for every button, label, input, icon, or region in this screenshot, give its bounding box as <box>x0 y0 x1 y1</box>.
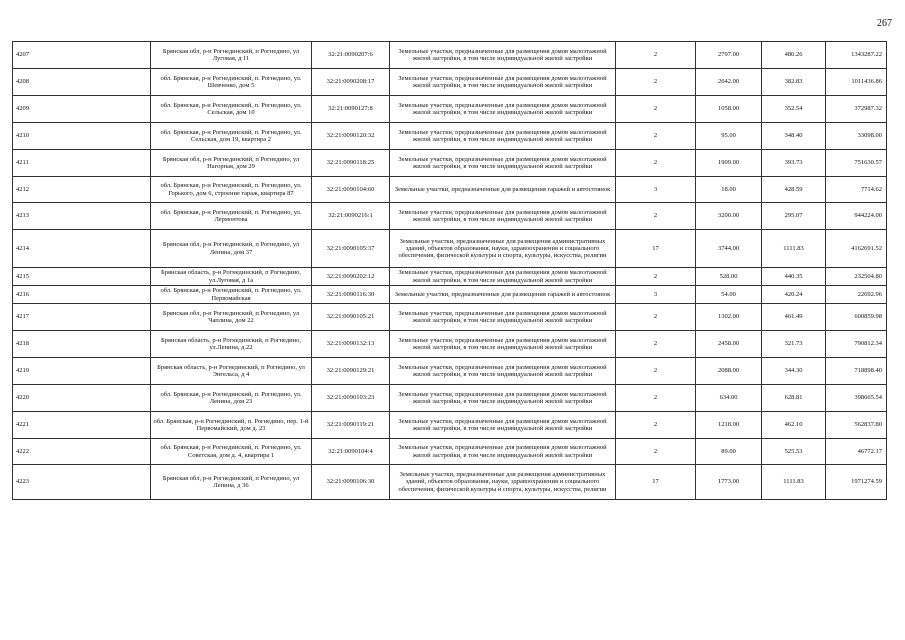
cadastral-number-cell: 32:21:0090106:30 <box>312 465 390 500</box>
table-row <box>13 286 887 304</box>
cadastral-value-cell: 398665.54 <box>826 385 887 412</box>
group-code-cell: 2 <box>616 69 696 96</box>
specific-value-cell: 348.40 <box>762 123 826 150</box>
cadastral-value-cell: 1971274.59 <box>826 465 887 500</box>
table-row <box>13 230 887 268</box>
land-use-cell: Земельные участки, предназначенные для размещения домов малоэтажной жилой застройки, в том числе индивидуальной жилой застройки <box>390 385 616 412</box>
specific-value-cell: 462.10 <box>762 412 826 439</box>
specific-value-cell: 628.81 <box>762 385 826 412</box>
row-number: 4213 <box>13 203 151 230</box>
area-cell: 3744.00 <box>696 230 762 268</box>
group-code-cell: 2 <box>616 150 696 177</box>
cadastral-number-cell: 32:21:0090132:13 <box>312 331 390 358</box>
cadastral-value-cell: 751630.57 <box>826 150 887 177</box>
cadastral-value-cell: 944224.00 <box>826 203 887 230</box>
cadastral-value-cell: 22692.96 <box>826 286 887 304</box>
address-cell: обл. Брянская, р-н Рогнединский, п. Рогнедино, пер. 1-й Первомайский, дом д. 23 <box>151 412 312 439</box>
table-body <box>13 42 887 500</box>
land-use-cell: Земельные участки, предназначенные для размещения домов малоэтажной жилой застройки, в том числе индивидуальной жилой застройки <box>390 42 616 69</box>
row-number: 4210 <box>13 123 151 150</box>
row-number: 4208 <box>13 69 151 96</box>
land-use-cell: Земельные участки, предназначенные для размещения домов малоэтажной жилой застройки, в том числе индивидуальной жилой застройки <box>390 69 616 96</box>
cadastral-value-cell: 600859.98 <box>826 304 887 331</box>
address-cell: Брянская обл, р-н Рогнединский, п Рогнедино, ул Ленина, д 36 <box>151 465 312 500</box>
table-row <box>13 123 887 150</box>
address-cell: Брянская область, р-н Рогнединский, п Рогнедино, ул.Луговая, д 1а <box>151 268 312 286</box>
row-number: 4219 <box>13 358 151 385</box>
group-code-cell: 2 <box>616 304 696 331</box>
address-cell: Брянская обл, р-н Рогнединский, п Рогнедино, ул Ленина, дом 37 <box>151 230 312 268</box>
cadastral-number-cell: 32:21:0090105:21 <box>312 304 390 331</box>
cadastral-number-cell: 32:21:0090119:21 <box>312 412 390 439</box>
cadastral-number-cell: 32:21:0090207:6 <box>312 42 390 69</box>
address-cell: обл. Брянская, р-н Рогнединский, п. Рогнедино, ул. Советская, дом д. 4, квартира 1 <box>151 439 312 465</box>
cadastral-number-cell: 32:21:0090208:17 <box>312 69 390 96</box>
table-row <box>13 465 887 500</box>
page-number: 267 <box>877 18 892 29</box>
land-use-cell: Земельные участки, предназначенные для размещения домов малоэтажной жилой застройки, в том числе индивидуальной жилой застройки <box>390 123 616 150</box>
table-row <box>13 69 887 96</box>
land-use-cell: Земельные участки, предназначенные для размещения домов малоэтажной жилой застройки, в том числе индивидуальной жилой застройки <box>390 150 616 177</box>
specific-value-cell: 461.49 <box>762 304 826 331</box>
specific-value-cell: 1111.83 <box>762 465 826 500</box>
cadastral-value-cell: 562837.80 <box>826 412 887 439</box>
group-code-cell: 2 <box>616 42 696 69</box>
table-row <box>13 96 887 123</box>
area-cell: 1302.00 <box>696 304 762 331</box>
cadastral-number-cell: 32:21:0090103:23 <box>312 385 390 412</box>
cadastral-value-cell: 1343287.22 <box>826 42 887 69</box>
area-cell: 634.00 <box>696 385 762 412</box>
cadastral-number-cell: 32:21:0090216:1 <box>312 203 390 230</box>
specific-value-cell: 344.30 <box>762 358 826 385</box>
area-cell: 1773.00 <box>696 465 762 500</box>
table-row <box>13 150 887 177</box>
cadastral-value-cell: 1011436.86 <box>826 69 887 96</box>
specific-value-cell: 428.59 <box>762 177 826 203</box>
land-use-cell: Земельные участки, предназначенные для размещения домов малоэтажной жилой застройки, в том числе индивидуальной жилой застройки <box>390 358 616 385</box>
area-cell: 2642.00 <box>696 69 762 96</box>
group-code-cell: 2 <box>616 123 696 150</box>
area-cell: 2458.00 <box>696 331 762 358</box>
table-row <box>13 412 887 439</box>
specific-value-cell: 480.26 <box>762 42 826 69</box>
cadastral-value-table <box>12 41 887 500</box>
cadastral-value-cell: 718898.40 <box>826 358 887 385</box>
specific-value-cell: 525.53 <box>762 439 826 465</box>
row-number: 4223 <box>13 465 151 500</box>
row-number: 4212 <box>13 177 151 203</box>
cadastral-value-cell: 4162691.52 <box>826 230 887 268</box>
row-number: 4211 <box>13 150 151 177</box>
row-number: 4215 <box>13 268 151 286</box>
group-code-cell: 17 <box>616 230 696 268</box>
cadastral-value-cell: 7714.62 <box>826 177 887 203</box>
cadastral-value-cell: 46772.17 <box>826 439 887 465</box>
area-cell: 95.00 <box>696 123 762 150</box>
address-cell: Брянская обл, р-н Рогнединский, п Рогнедино, ул Нагорная, дом 29 <box>151 150 312 177</box>
land-use-cell: Земельные участки, предназначенные для размещения домов малоэтажной жилой застройки, в том числе индивидуальной жилой застройки <box>390 412 616 439</box>
address-cell: Брянская область, р-н Рогнединский, п Рогнедино, ул Энгельса, д 4 <box>151 358 312 385</box>
area-cell: 54.00 <box>696 286 762 304</box>
address-cell: обл. Брянская, р-н Рогнединский, п. Рогнедино, ул. Горького, дом 6, строение гараж, квартира 87 <box>151 177 312 203</box>
row-number: 4221 <box>13 412 151 439</box>
address-cell: обл. Брянская, р-н Рогнединский, п. Рогнедино, ул. Ленина, дом 23 <box>151 385 312 412</box>
row-number: 4220 <box>13 385 151 412</box>
area-cell: 3200.00 <box>696 203 762 230</box>
address-cell: обл. Брянская, р-н Рогнединский, п. Рогнедино, ул. Лермонтова <box>151 203 312 230</box>
area-cell: 1218.00 <box>696 412 762 439</box>
row-number: 4207 <box>13 42 151 69</box>
group-code-cell: 3 <box>616 286 696 304</box>
specific-value-cell: 440.35 <box>762 268 826 286</box>
table-row <box>13 42 887 69</box>
row-number: 4216 <box>13 286 151 304</box>
address-cell: обл. Брянская, р-н Рогнединский, п. Рогнедино, ул. Первомайская <box>151 286 312 304</box>
land-use-cell: Земельные участки, предназначенные для размещения домов малоэтажной жилой застройки, в том числе индивидуальной жилой застройки <box>390 439 616 465</box>
land-use-cell: Земельные участки, предназначенные для размещения домов малоэтажной жилой застройки, в том числе индивидуальной жилой застройки <box>390 304 616 331</box>
group-code-cell: 2 <box>616 439 696 465</box>
cadastral-number-cell: 32:21:0090202:12 <box>312 268 390 286</box>
group-code-cell: 3 <box>616 177 696 203</box>
area-cell: 528.00 <box>696 268 762 286</box>
row-number: 4217 <box>13 304 151 331</box>
land-use-cell: Земельные участки, предназначенные для размещения административных зданий, объектов образования, науки, здравоохранения и социального обеспечения, физической культуры и спорта, культуры, искусства, религии <box>390 230 616 268</box>
cadastral-number-cell: 32:21:0090104:60 <box>312 177 390 203</box>
land-use-cell: Земельные участки, предназначенные для размещения гаражей и автостоянок <box>390 177 616 203</box>
cadastral-number-cell: 32:21:0090118:25 <box>312 150 390 177</box>
specific-value-cell: 1111.83 <box>762 230 826 268</box>
row-number: 4214 <box>13 230 151 268</box>
specific-value-cell: 393.73 <box>762 150 826 177</box>
address-cell: Брянская область, р-н Рогнединский, п Рогнедино, ул.Ленина, д.22 <box>151 331 312 358</box>
cadastral-value-cell: 372987.32 <box>826 96 887 123</box>
address-cell: обл. Брянская, р-н Рогнединский, п. Рогнедино, ул. Сельская, дом 10 <box>151 96 312 123</box>
group-code-cell: 2 <box>616 358 696 385</box>
area-cell: 18.00 <box>696 177 762 203</box>
specific-value-cell: 352.54 <box>762 96 826 123</box>
cadastral-value-cell: 232504.80 <box>826 268 887 286</box>
cadastral-number-cell: 32:21:0090127:8 <box>312 96 390 123</box>
land-use-cell: Земельные участки, предназначенные для размещения домов малоэтажной жилой застройки, в том числе индивидуальной жилой застройки <box>390 331 616 358</box>
group-code-cell: 2 <box>616 331 696 358</box>
group-code-cell: 2 <box>616 96 696 123</box>
area-cell: 2088.00 <box>696 358 762 385</box>
specific-value-cell: 321.73 <box>762 331 826 358</box>
row-number: 4218 <box>13 331 151 358</box>
area-cell: 2797.00 <box>696 42 762 69</box>
cadastral-number-cell: 32:21:0090105:37 <box>312 230 390 268</box>
row-number: 4209 <box>13 96 151 123</box>
cadastral-number-cell: 32:21:0090104:4 <box>312 439 390 465</box>
group-code-cell: 17 <box>616 465 696 500</box>
area-cell: 1058.00 <box>696 96 762 123</box>
area-cell: 1909.00 <box>696 150 762 177</box>
group-code-cell: 2 <box>616 385 696 412</box>
table-row <box>13 439 887 465</box>
cadastral-number-cell: 32:21:0090120:32 <box>312 123 390 150</box>
group-code-cell: 2 <box>616 203 696 230</box>
cadastral-value-cell: 33098.00 <box>826 123 887 150</box>
group-code-cell: 2 <box>616 412 696 439</box>
specific-value-cell: 295.07 <box>762 203 826 230</box>
area-cell: 89.00 <box>696 439 762 465</box>
row-number: 4222 <box>13 439 151 465</box>
cadastral-number-cell: 32:21:0090116:30 <box>312 286 390 304</box>
table-row <box>13 268 887 286</box>
land-use-cell: Земельные участки, предназначенные для размещения домов малоэтажной жилой застройки, в том числе индивидуальной жилой застройки <box>390 96 616 123</box>
address-cell: Брянская обл, р-н Рогнединский, п Рогнедино, ул Чаплина, дом 22 <box>151 304 312 331</box>
specific-value-cell: 382.83 <box>762 69 826 96</box>
table-row <box>13 203 887 230</box>
table-row <box>13 304 887 331</box>
land-use-cell: Земельные участки, предназначенные для размещения гаражей и автостоянок <box>390 286 616 304</box>
address-cell: Брянская обл, р-н Рогнединский, п Рогнедино, ул Луговая, д 11 <box>151 42 312 69</box>
table-row <box>13 358 887 385</box>
land-use-cell: Земельные участки, предназначенные для размещения административных зданий, объектов образования, науки, здравоохранения и социального обеспечения, физической культуры и спорта, культуры, искусства, религии <box>390 465 616 500</box>
table-row <box>13 385 887 412</box>
address-cell: обл. Брянская, р-н Рогнединский, п. Рогнедино, ул. Шевченко, дом 5 <box>151 69 312 96</box>
table-row <box>13 331 887 358</box>
land-use-cell: Земельные участки, предназначенные для размещения домов малоэтажной жилой застройки, в том числе индивидуальной жилой застройки <box>390 203 616 230</box>
cadastral-number-cell: 32:21:0090129:21 <box>312 358 390 385</box>
table-row <box>13 177 887 203</box>
specific-value-cell: 420.24 <box>762 286 826 304</box>
cadastral-value-cell: 790812.34 <box>826 331 887 358</box>
land-use-cell: Земельные участки, предназначенные для размещения домов малоэтажной жилой застройки, в том числе индивидуальной жилой застройки <box>390 268 616 286</box>
group-code-cell: 2 <box>616 268 696 286</box>
address-cell: обл. Брянская, р-н Рогнединский, п. Рогнедино, ул. Сельская, дом 19, квартира 2 <box>151 123 312 150</box>
